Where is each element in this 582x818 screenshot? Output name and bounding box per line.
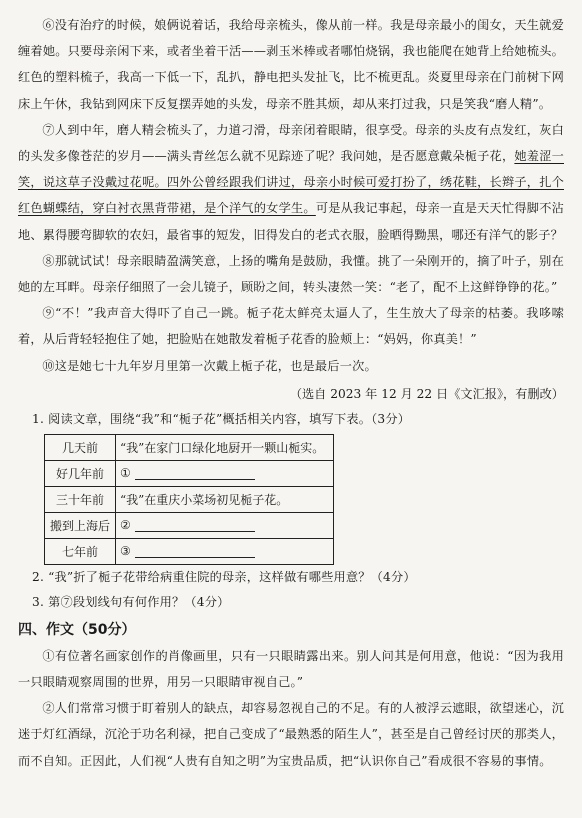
paragraph-8: ⑧那就试试！母亲眼睛盈满笑意，上扬的嘴角是鼓励，我懂。挑了一朵刚开的，摘了叶子，别在她的左耳畔。母亲仔细照了一会儿镜子，顾盼之间，转头凄然一笑：“老了，配不上这鲜铮铮的花。” xyxy=(18,253,564,295)
paragraph-6: ⑥没有治疗的时候，娘俩说着话，我给母亲梳头，像从前一样。我是母亲最小的闺女，天生就爱缠着她。只要母亲闲下来，或者坐着干活——剥玉米棒或者哪怕烧锅，我也能爬在她背上给她梳头。红色的塑料梳子，我高一下低一下，乱扒，静电把头发扯飞，比不梳更乱。炎夏里母亲在门前树下网床上午休，我钻到网床下反复摆弄她的头发，母亲不胜其烦，却从来打过我，只是笑我“磨人精”。 xyxy=(18,18,564,111)
table-row xyxy=(45,512,334,538)
table-row xyxy=(45,434,334,460)
table-row xyxy=(45,538,334,564)
table-row xyxy=(45,486,334,512)
answer-blank[interactable] xyxy=(135,545,255,558)
section-heading: 四、作文（50分） xyxy=(18,621,136,638)
question-2: 2. “我”折了栀子花带给病重住院的母亲，这样做有哪些用意？（4分） xyxy=(32,569,416,584)
paragraph-9: ⑨“不！”我声音大得吓了自己一跳。栀子花太鲜亮太逼人了，生生放大了母亲的枯萎。我哆嗦着，从后背轻轻抱住了她，把脸贴在她散发着栀子花香的脸颊上：“妈妈，你真美！” xyxy=(18,306,564,347)
paragraph-7-part-2: 可是从我记事起，母亲一直是天天忙得脚不沾地、累得腰弯脚软的农妇，最省事的短发，旧得发白的老式衣服，脸晒得黝黑，哪还有洋气的影子？ xyxy=(18,201,564,242)
question-1: 1. 阅读文章，围绕“我”和“栀子花”概括相关内容，填写下表。（3分） xyxy=(32,411,411,426)
table-row xyxy=(45,460,334,486)
source-citation: （选自 2023 年 12 月 22 日《文汇报》，有删改） xyxy=(289,386,564,401)
table-cell-answer[interactable]: ① xyxy=(116,460,334,486)
table-cell-time: 七年前 xyxy=(45,538,116,564)
underlined-sentence: 她羞涩一笑，说这草子没戴过花呢。四外公曾经跟我们讲过，母亲小时候可爱打扮了，绣花鞋，长辫子，扎个红色蝴蝶结，穿白衬衣黑背带裙，是个洋气的女学生。 xyxy=(18,149,564,216)
table-cell-time: 几天前 xyxy=(45,434,116,460)
table-cell-time: 搬到上海后 xyxy=(45,512,116,538)
paragraph-7-part-1: ⑦人到中年，磨人精会梳头了，力道刁滑，母亲闭着眼睛，很享受。母亲的头皮有点发红，灰白的头发多像苍茫的岁月——满头青丝怎么就不见踪迹了呢？我问她，是否愿意戴朵栀子花， xyxy=(18,122,564,164)
table-cell-content: “我”在家门口绿化地厨开一颗山栀实。 xyxy=(116,434,334,460)
answer-blank[interactable] xyxy=(135,519,255,532)
table-cell-answer[interactable]: ② xyxy=(116,512,334,538)
question-3: 3. 第⑦段划线句有何作用？（4分） xyxy=(32,594,230,609)
essay-paragraph-1: ①有位著名画家创作的肖像画里，只有一只眼睛露出来。别人问其是何用意，他说：“因为我用一只眼睛观察周围的世界，用另一只眼睛审视自己。” xyxy=(18,648,564,690)
table-cell-time: 好几年前 xyxy=(45,460,116,486)
essay-paragraph-2: ②人们常常习惯于盯着别人的缺点，却容易忽视自己的不足。有的人被浮云遮眼，欲望迷心，沉迷于灯红酒绿，沉沦于功名利禄，把自己变成了“最熟悉的陌生人”，甚至是自己曾经讨厌的那类人，而不自知。正因此，人们视“人贵有自知之明”为宝贵品质，把“认识你自己”看成很不容易的事情。 xyxy=(18,701,564,768)
table-cell-answer[interactable]: ③ xyxy=(116,538,334,564)
paragraph-10: ⑩这是她七十九年岁月里第一次戴上栀子花，也是最后一次。 xyxy=(42,358,377,373)
answer-table xyxy=(44,434,334,565)
table-cell-content: “我”在重庆小菜场初见栀子花。 xyxy=(116,486,334,512)
table-cell-time: 三十年前 xyxy=(45,486,116,512)
paragraph-7 xyxy=(18,117,564,248)
answer-blank[interactable] xyxy=(135,467,255,480)
